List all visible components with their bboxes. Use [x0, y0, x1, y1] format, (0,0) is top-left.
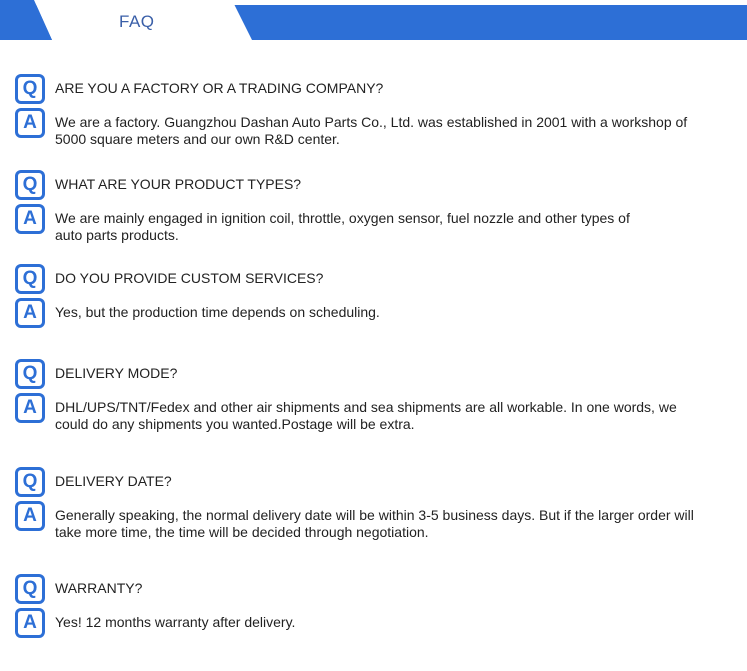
question-text: WARRANTY?: [55, 580, 143, 596]
answer-text: [55, 210, 715, 244]
answer-text: [55, 304, 715, 321]
answer-text: [55, 614, 715, 631]
header-bar: [0, 0, 747, 40]
answer-line: We are a factory. Guangzhou Dashan Auto Parts Co., Ltd. was established in 2001 with a workshop of: [55, 114, 688, 130]
faq-header: [0, 0, 747, 40]
answer-text: [55, 114, 715, 148]
a-badge: A: [15, 108, 45, 138]
question-text: DELIVERY MODE?: [55, 365, 178, 381]
a-badge: A: [15, 393, 45, 423]
question-text: ARE YOU A FACTORY OR A TRADING COMPANY?: [55, 80, 384, 96]
faq-title: FAQ: [119, 12, 155, 31]
q-badge: Q: [15, 467, 45, 497]
answer-text: [55, 399, 715, 433]
q-badge: Q: [15, 74, 45, 104]
answer-line: Yes, but the production time depends on scheduling.: [55, 304, 380, 320]
q-badge: Q: [15, 574, 45, 604]
answer-line: Generally speaking, the normal delivery date will be within 3-5 business days. But if the larger order will: [55, 507, 694, 523]
a-badge: A: [15, 298, 45, 328]
answer-line: take more time, the time will be decided through negotiation.: [55, 524, 429, 540]
question-text: DELIVERY DATE?: [55, 473, 172, 489]
answer-line: could do any shipments you wanted.Postage will be extra.: [55, 416, 415, 432]
a-badge: A: [15, 608, 45, 638]
question-text: WHAT ARE YOUR PRODUCT TYPES?: [55, 176, 302, 192]
q-badge: Q: [15, 264, 45, 294]
answer-line: Yes! 12 months warranty after delivery.: [55, 614, 296, 630]
answer-line: 5000 square meters and our own R&D center.: [55, 131, 340, 147]
q-badge: Q: [15, 359, 45, 389]
answer-line: DHL/UPS/TNT/Fedex and other air shipments and sea shipments are all workable. In one words, we: [55, 399, 677, 415]
a-badge: A: [15, 204, 45, 234]
question-text: DO YOU PROVIDE CUSTOM SERVICES?: [55, 270, 324, 286]
answer-line: We are mainly engaged in ignition coil, throttle, oxygen sensor, fuel nozzle and other types of: [55, 210, 630, 226]
q-badge: Q: [15, 170, 45, 200]
answer-text: [55, 507, 715, 541]
a-badge: A: [15, 501, 45, 531]
answer-line: auto parts products.: [55, 227, 179, 243]
